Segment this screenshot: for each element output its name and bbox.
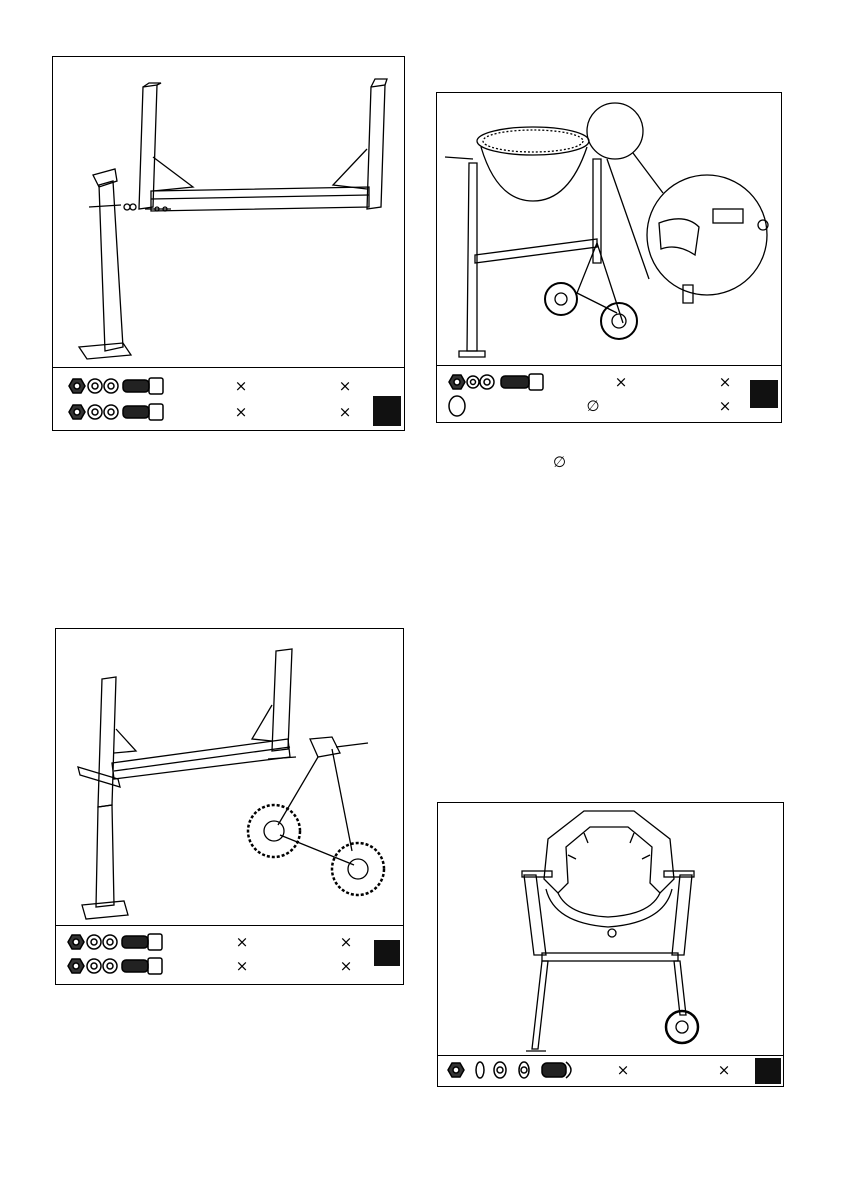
hardware-row [437,394,781,418]
nut-washer-bolt-icon [64,954,174,978]
quantity-times-mark: × [235,957,249,975]
quantity-times-mark: × [338,377,352,395]
hardware-row [437,370,781,394]
hardware-row [56,930,403,954]
frame-wheels-illustration [56,629,402,927]
step-panel-1 [52,56,405,431]
hardware-row [438,1058,783,1082]
quantity-times-mark: × [235,933,249,951]
front-view-illustration [438,803,782,1055]
hardware-strip [437,365,781,422]
quantity-times-mark: × [616,1061,630,1079]
hardware-row [53,400,404,424]
quantity-times-mark: × [234,377,248,395]
quantity-times-mark: × [234,403,248,421]
quantity-times-mark: × [718,397,732,415]
quantity-times-mark: × [717,1061,731,1079]
nut-washer-bolt-icon [445,370,555,394]
step-marker-box [374,940,400,966]
nut-washers-bolt-icon [444,1058,584,1082]
drum-mounting-illustration [437,93,780,367]
quantity-times-mark: × [339,933,353,951]
step-marker-box [373,396,401,426]
quantity-times-mark: × [718,373,732,391]
step-panel-2 [436,92,782,423]
hardware-strip [56,925,403,984]
step-marker-box [755,1058,781,1084]
retaining-ring-icon [445,394,469,418]
quantity-times-mark: × [338,403,352,421]
diameter-note-symbol: ∅ [553,453,567,471]
step-panel-4 [437,802,784,1087]
quantity-times-mark: × [614,373,628,391]
hardware-row [53,374,404,398]
step-marker-box [750,380,778,408]
hardware-strip [53,367,404,430]
diameter-symbol: ∅ [586,397,600,415]
nut-washer-bolt-icon [65,374,175,398]
hardware-row [56,954,403,978]
hardware-strip [438,1055,783,1086]
nut-washer-bolt-icon [65,400,175,424]
nut-washer-bolt-icon [64,930,174,954]
step-panel-3 [55,628,404,985]
quantity-times-mark: × [339,957,353,975]
stand-frame-illustration [53,57,403,369]
